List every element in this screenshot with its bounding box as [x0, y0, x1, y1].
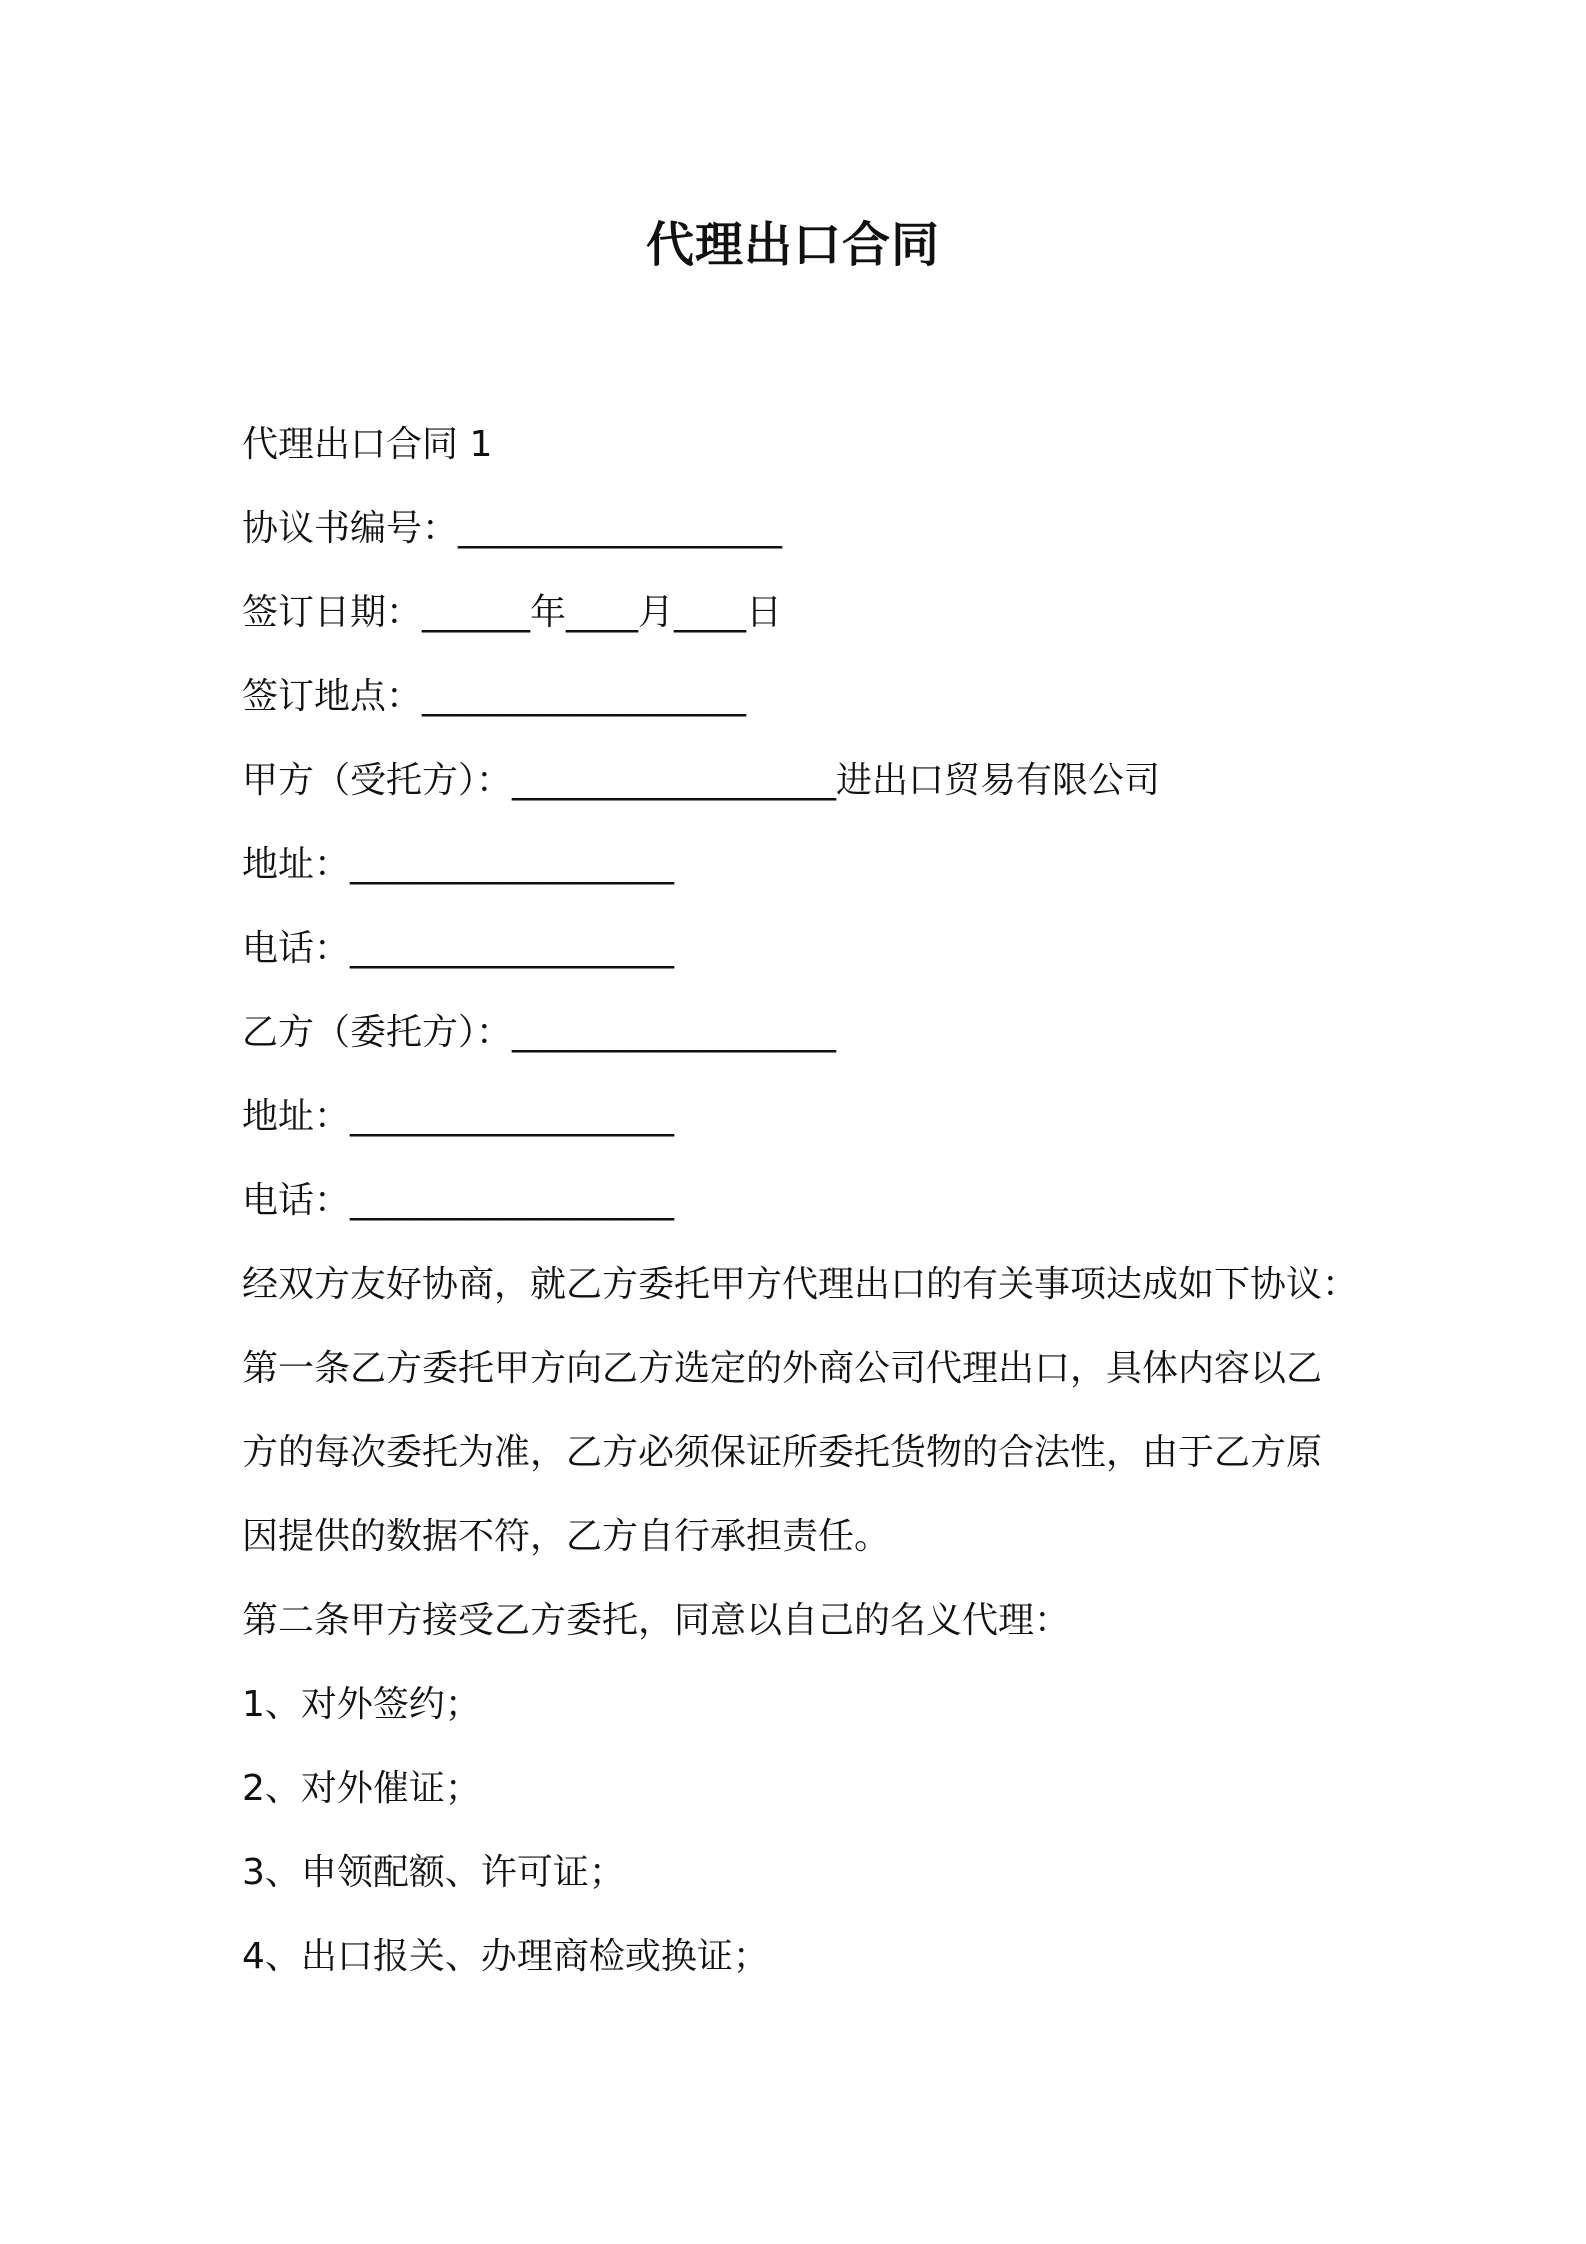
article-1-line-2: 方的每次委托为准，乙方必须保证所委托货物的合法性，由于乙方原	[242, 1432, 1323, 1473]
party-a-field: 甲方（受托方）：__________________进出口贸易有限公司	[242, 760, 1161, 801]
signing-place-field: 签订地点：__________________	[242, 676, 747, 717]
document-body	[242, 403, 1382, 1999]
list-item-1: 1、对外签约；	[242, 1684, 481, 1725]
list-item-2: 2、对外催证；	[242, 1768, 481, 1809]
party-b-address-field: 地址：__________________	[242, 1096, 675, 1137]
contract-subtitle: 代理出口合同 1	[242, 424, 493, 465]
party-a-phone-field: 电话：__________________	[242, 928, 675, 969]
article-1-line-1: 第一条乙方委托甲方向乙方选定的外商公司代理出口，具体内容以乙	[242, 1348, 1323, 1389]
article-1-line-3: 因提供的数据不符，乙方自行承担责任。	[242, 1516, 891, 1557]
party-a-address-field: 地址：__________________	[242, 844, 675, 885]
document-title: 代理出口合同	[645, 217, 940, 273]
signing-date-field: 签订日期：______年____月____日	[242, 592, 783, 633]
agreement-number-field: 协议书编号：__________________	[242, 508, 783, 549]
preamble-paragraph: 经双方友好协商，就乙方委托甲方代理出口的有关事项达成如下协议：	[242, 1264, 1359, 1305]
party-b-phone-field: 电话：__________________	[242, 1180, 675, 1221]
list-item-4: 4、出口报关、办理商检或换证；	[242, 1936, 769, 1977]
list-item-3: 3、申领配额、许可证；	[242, 1852, 625, 1893]
article-2-heading: 第二条甲方接受乙方委托，同意以自己的名义代理：	[242, 1600, 1071, 1641]
party-b-field: 乙方（委托方）：__________________	[242, 1012, 837, 1053]
